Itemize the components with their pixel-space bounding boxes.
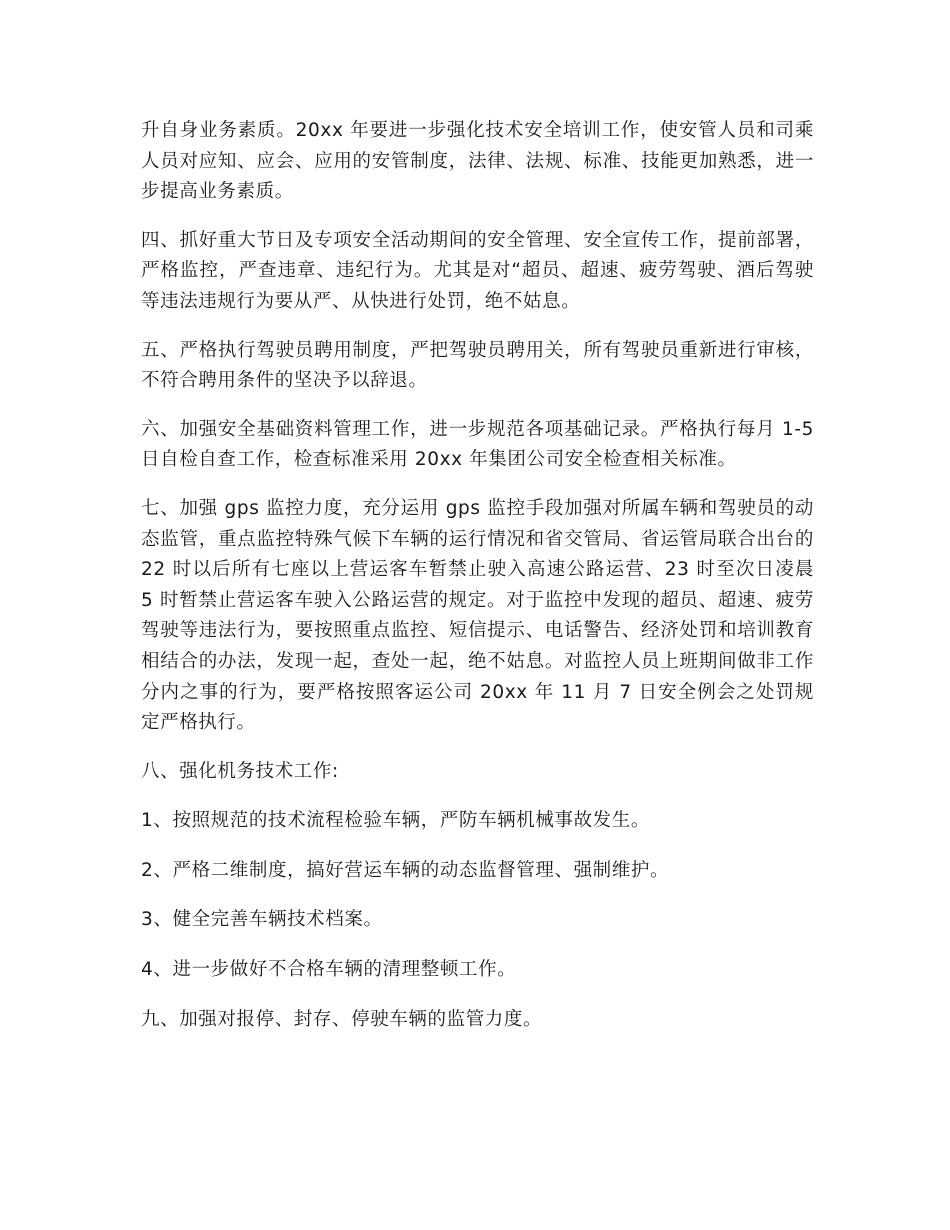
paragraph-section-5: 五、严格执行驾驶员聘用制度，严把驾驶员聘用关，所有驾驶员重新进行审核，不符合聘用条件的坚决予以辞退。 — [141, 339, 814, 392]
list-item-3: 3、健全完善车辆技术档案。 — [141, 909, 383, 931]
paragraph-section-7: 七、加强 gps 监控力度，充分运用 gps 监控手段加强对所属车辆和驾驶员的动态监管，重点监控特殊气候下车辆的运行情况和省交管局、省运管局联合出台的 22 时以后所有七座以上营运客车暂禁止驶入高速公路运营、23 时至次日凌晨 5 时暂禁止营运客车驶入公路运营的规定。对于监控中发现的超员、超速、疲劳驾驶等违法行为，要按照重点监控、短信提示、电话警告、经济处罚和培训教育相结合的办法，发现一起，查处一起，绝不姑息。对监控人员上班期间做非工作分内之事的行为，要严格按照客运公司 20xx 年 11 月 7 日安全例会之处罚规定严格执行。 — [141, 497, 814, 734]
list-item-1: 1、按照规范的技术流程检验车辆，严防车辆机械事故发生。 — [141, 810, 650, 832]
paragraph-section-6: 六、加强安全基础资料管理工作，进一步规范各项基础记录。严格执行每月 1-5 日自检自查工作，检查标准采用 20xx 年集团公司安全检查相关标准。 — [141, 418, 814, 471]
paragraph-section-8-heading: 八、强化机务技术工作: — [141, 760, 339, 782]
list-item-2: 2、严格二维制度，搞好营运车辆的动态监督管理、强制维护。 — [141, 859, 670, 881]
paragraph-section-9: 九、加强对报停、封存、停驶车辆的监管力度。 — [141, 1008, 543, 1030]
paragraph-section-4: 四、抓好重大节日及专项安全活动期间的安全管理、安全宣传工作，提前部署，严格监控，严查违章、违纪行为。尤其是对“超员、超速、疲劳驾驶、酒后驾驶等违法违规行为要从严、从快进行处罚，绝不姑息。 — [141, 229, 814, 312]
list-item-4: 4、进一步做好不合格车辆的清理整顿工作。 — [141, 959, 517, 981]
paragraph-business-quality: 升自身业务素质。20xx 年要进一步强化技术安全培训工作，使安管人员和司乘人员对应知、应会、应用的安管制度，法律、法规、标准、技能更加熟悉，进一步提高业务素质。 — [141, 120, 814, 203]
